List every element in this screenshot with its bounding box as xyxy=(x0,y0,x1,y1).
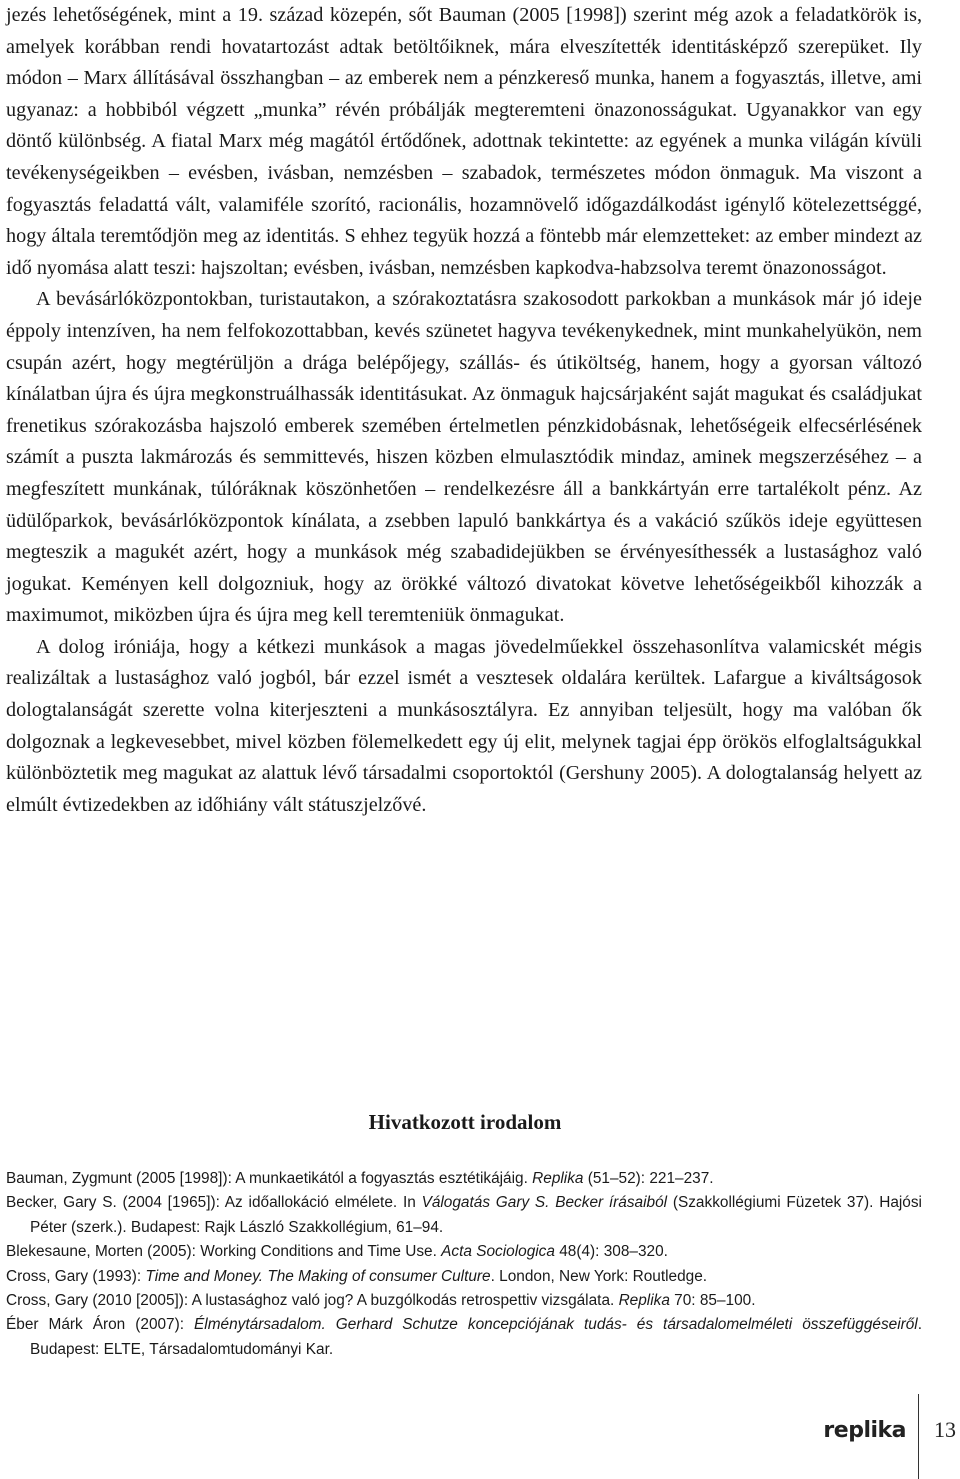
page-number: 13 xyxy=(934,1417,956,1442)
reference-item: Cross, Gary (1993): Time and Money. The Making of consumer Culture. London, New York: Routledge. xyxy=(6,1267,708,1285)
journal-logo: replika xyxy=(823,1418,906,1443)
reference-item: Éber Márk Áron (2007): Élménytársadalom. Gerhard Schutze koncepciójának tudás- és társadalomelméleti összefüggéseiről. Budapest: ELTE, Társadalomtudományi Kar. xyxy=(6,1316,923,1358)
footer-divider xyxy=(918,1394,919,1479)
references-title: Hivatkozott irodalom xyxy=(368,1110,562,1134)
paragraph-2: A bevásárlóközpontokban, turistautakon, a szórakoztatásra szakosodott parkokban a munkások már jó ideje éppoly intenzíven, ha nem felfokozottabban, kevés szünetet hagyva tevékenykednek, mint munkahelyükön, nem csupán azért, hogy megtérüljön a drága belépőjegy, szállás- és útiköltség, hanem, hogy a gyorsan változó kínálatban újra és újra megkonstruálhassák identitásukat. Az önmaguk hajcsárjaként saját magukat és családjukat frenetikus szórakozásba hajszoló emberek szemében értelmetlen pénzkidobásnak, lehetőségeik elfecsérlésének számít a puszta lakmározás és semmittevés, hiszen közben elmulasztódik mindaz, aminek megszerzéséhez – a megfeszített munkának, túlóráknak köszönhetően – rendelkezésre áll a bankkártyán erre tartalékolt pénz. Az üdülőparkok, bevásárlóközpontok kínálata, a zsebben lapuló bankkártya és a vakáció szűkös ideje együttesen megteszik a magukét azért, hogy a munkások még szabadidejükben se érvényesíthessék a lustasághoz való jogukat. Keményen kell dolgozniuk, hogy az örökké változó divatokat követve lehetőségeikből kihozzák a maximumot, miközben újra és újra meg kell teremteniük önmagukat. xyxy=(6,288,922,627)
article-body xyxy=(6,0,922,821)
reference-item: Bauman, Zygmunt (2005 [1998]): A munkaetikától a fogyasztás esztétikájáig. Replika (51–52): 221–237. xyxy=(6,1170,714,1187)
reference-item: Cross, Gary (2010 [2005]): A lustasághoz való jog? A buzgólkodás retrospettiv vizsgálata. Replika 70: 85–100. xyxy=(6,1292,756,1310)
reference-item: Blekesaune, Morten (2005): Working Conditions and Time Use. Acta Sociologica 48(4): 308–320. xyxy=(6,1243,668,1261)
paragraph-3: A dolog iróniája, hogy a kétkezi munkások a magas jövedelműekkel összehasonlítva valamicskét mégis realizáltak a lustasághoz való jogból, bár ezzel ismét a vesztesek oldalára kerültek. Lafargue a kiváltságosok dologtalanságát szerette volna kiterjeszteni a munkásosztályra. Ez annyiban teljesült, hogy ma valóban ők dolgoznak a legkevesebbet, mivel közben fölemelkedett egy új elit, melynek tagjai épp örökös elfoglaltságukkal különböztetik meg magukat az alattuk lévő társadalmi csoportoktól (Gershuny 2005). A dologtalanság helyett az elmúlt évtizedekben az időhiány vált státuszjelzővé. xyxy=(6,635,922,816)
references-list xyxy=(6,1167,922,1362)
paragraph-1: jezés lehetőségének, mint a 19. század közepén, sőt Bauman (2005 [1998]) szerint még azok a feladatkörök is, amelyek korábban rendi hovatartozást adtak betöltőiknek, mára elveszítették identitásképző szerepüket. Ily módon – Marx állításával összhangban – az emberek nem a pénzkereső munka, hanem a fogyasztás, illetve, ami ugyanaz: a hobbiból végzett „munka” révén próbálják megteremteni önazonosságukat. Ugyanakkor van egy döntő különbség. A fiatal Marx még magától értődőnek, adottnak tekintette: az egyének a munka világán kívüli tevékenységeikben – evésben, ivásban, nemzésben – szabadok, természetes módon önmaguk. Ma viszont a fogyasztás feladattá vált, valamiféle szorító, racionális, hozamnövelő időgazdálkodást igénylő kötelezettséggé, hogy általa teremtődjön meg az identitás. S ehhez tegyük hozzá a föntebb már elemzetteket: az ember mindezt az idő nyomása alatt teszi: hajszoltan; evésben, ivásban, nemzésben kapkodva-habzsolva teremt önazonosságot. xyxy=(6,4,922,279)
reference-item: Becker, Gary S. (2004 [1965]): Az időallokáció elmélete. In Válogatás Gary S. Becker írásaiból (Szakkollégiumi Füzetek 37). Hajósi Péter (szerk.). Budapest: Rajk László Szakkollégium, 61–94. xyxy=(6,1194,922,1236)
